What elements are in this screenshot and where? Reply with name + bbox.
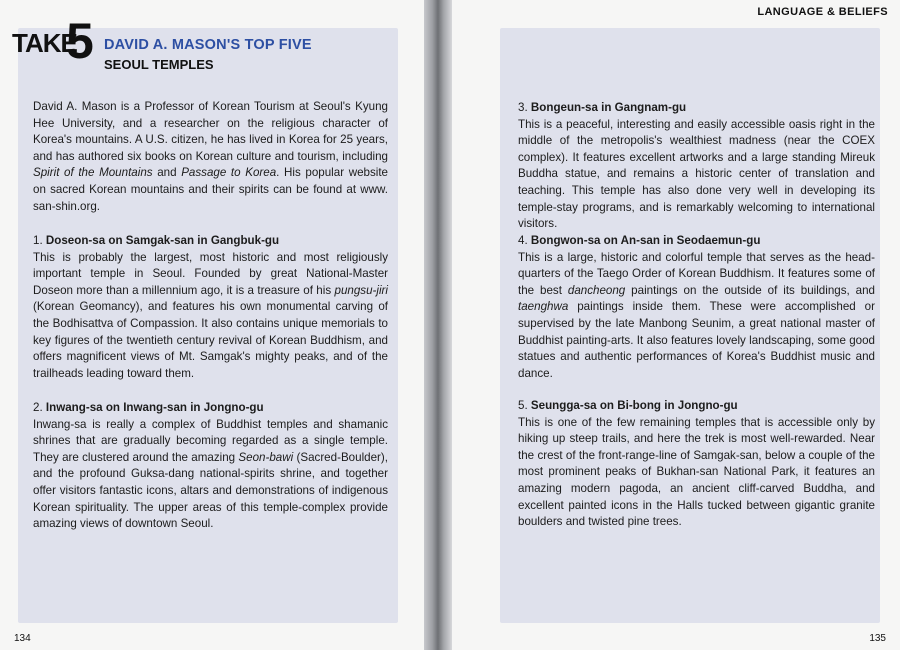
item-title — [33, 233, 388, 250]
article-subtitle: SEOUL TEMPLES — [104, 57, 214, 72]
item-number: 5. — [518, 399, 528, 412]
item-body-emphasis: taenghwa — [518, 300, 569, 314]
item-title — [518, 233, 875, 250]
item-body-emphasis: pungsu-jiri — [334, 283, 388, 297]
intro-book-2: Passage to Korea — [181, 166, 277, 180]
item-number: 1. — [33, 234, 43, 247]
item-title-text: Doseon-sa on Samgak-san in Gangbuk-gu — [45, 234, 280, 247]
item-number: 3. — [518, 101, 528, 114]
page-number-right: 135 — [869, 633, 886, 644]
item-body — [518, 415, 875, 531]
list-item-5 — [518, 398, 875, 531]
item-body-text: This is probably the largest, most historic and most religiously important temple in Seoul. Founded by great National-Master Doseon more than a millennium ago, it is a treasure of his — [33, 250, 388, 297]
item-body-text: (Sacred-Boulder), and the profound Guksa-dang national-spirits shrine, and together offer visitors fantastic icons, altars and demonstrations of indigenous Korean spirituality. The upper areas of this temple-complex provide amazing views of downtown Seoul. — [33, 450, 388, 531]
take-word: TAKE — [12, 28, 77, 58]
article-title: DAVID A. MASON'S TOP FIVE — [104, 37, 312, 53]
item-title — [33, 400, 388, 417]
intro-paragraph — [33, 99, 388, 215]
item-title-text: Seungga-sa on Bi-bong in Jongno-gu — [530, 399, 738, 412]
page-number-left: 134 — [14, 633, 31, 644]
item-body — [33, 417, 388, 533]
list-item-4 — [518, 233, 875, 382]
list-item-1 — [33, 233, 388, 382]
item-title-text: Bongeun-sa in Gangnam-gu — [530, 101, 687, 114]
item-body-text: Inwang-sa is really a complex of Buddhist temples and shamanic shrines that are gradually becoming regarded as a single temple. They are clustered around the amazing — [33, 417, 388, 464]
take-number: 5 — [66, 13, 94, 69]
section-header: LANGUAGE & BELIEFS — [757, 6, 888, 18]
item-body-text: This is one of the few remaining temples that is accessible only by hiking up steep trails, and here the trek is most well-rewarded. Near the crest of the front-range-line of Samgak-san, below a couple of the most prominent peaks of Bukhan-san National Park, it features an amazing modern pagoda, an ancient cliff-carved Buddha, and excellent painted icons in the Halls tucked between gigantic granite boulders and twisted pine trees. — [518, 415, 875, 529]
item-body-text: paintings inside them. These were accomplished or supervised by the late Manbong Seunim, a great national master of Buddhist painting-arts. It also features lovely landscaping, some good statues and authentic performances of Korea's Buddhist music and dance. — [518, 300, 875, 380]
intro-text-and: and — [152, 166, 182, 180]
item-body — [518, 117, 875, 233]
item-body-text: This is a peaceful, interesting and easily accessible oasis right in the middle of the metropolis's wealthiest madness (near the COEX complex). It features excellent artworks and a large standing Mireuk Buddha statue, and remains a historic center of translation and teaching. This temple has also done very well in developing its temple-stay programs, and is remarkably welcoming to international visitors. — [518, 117, 875, 231]
list-item-2 — [33, 400, 388, 533]
item-body-text: This is a large, historic and colorful temple that serves as the head-quarters of the Taego Order of Korean Buddhism. It features some of the best — [518, 250, 875, 297]
intro-book-1: Spirit of the Mountains — [33, 166, 153, 180]
item-title-text: Inwang-sa on Inwang-san in Jongno-gu — [45, 401, 264, 414]
item-title-text: Bongwon-sa on An-san in Seodaemun-gu — [530, 234, 761, 247]
item-body — [518, 250, 875, 383]
item-title — [518, 100, 875, 117]
item-title — [518, 398, 875, 415]
intro-text-1: David A. Mason is a Professor of Korean Tourism at Seoul's Kyung Hee University, and a researcher on the religious character of Korea's mountains. A U.S. citizen, he has lived in Korea for 25 years, and has authored six books on Korean culture and tourism, including — [33, 100, 388, 163]
list-item-3 — [518, 100, 875, 233]
item-body — [33, 250, 388, 383]
book-gutter — [424, 0, 452, 650]
item-body-emphasis: dancheong — [567, 283, 626, 297]
item-number: 2. — [33, 401, 43, 414]
item-body-emphasis: Seon-bawi — [238, 450, 294, 464]
item-body-text: paintings on the outside of its buildings, and — [625, 283, 875, 297]
item-body-text: (Korean Geomancy), and features his own monumental carving of the Bodhisattva of Compassion. It also contains unique memorials to key figures of the twentieth century revival of Korean Buddhism, and offers magnificent views of Mt. Samgak's mighty peaks, and of the trailheads leading toward them. — [33, 300, 388, 380]
item-number: 4. — [518, 234, 528, 247]
intro-text-2: . His popular website on sacred Korean mountains and their spirits can be found at www. san-shin.org. — [33, 166, 389, 213]
